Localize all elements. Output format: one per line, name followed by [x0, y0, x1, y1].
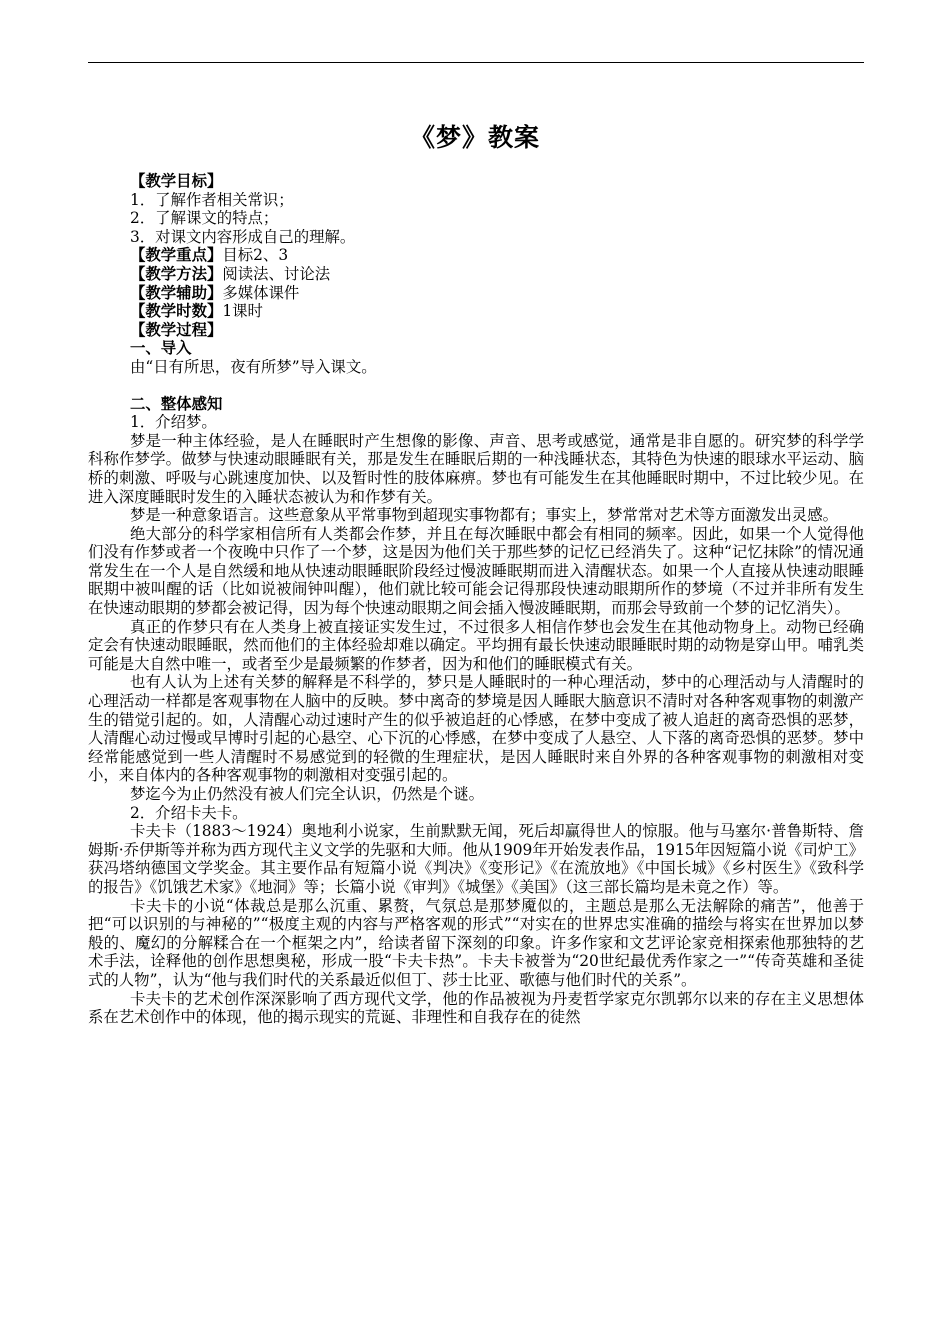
objective-item: 3．对课文内容形成自己的理解。 [130, 227, 356, 246]
section2-sub1: 1．介绍梦。 [130, 413, 217, 432]
dream-paragraph: 真正的作梦只有在人类身上被直接证实发生过，不过很多人相信作梦也会发生在其他动物身上。动物已经确定会有快速动眼睡眠，然而他们的主体经验却难以确定。平均拥有最长快速动眼睡眠时期的动物是穿山甲。哺乳类可能是大自然中唯一，或者至少是最频繁的作梦者，因为和他们的睡眠模式有关。 [88, 617, 864, 673]
aids-value: 多媒体课件 [222, 283, 300, 302]
objective-item: 2．了解课文的特点； [130, 209, 279, 228]
dream-paragraph: 梦是一种主体经验，是人在睡眠时产生想像的影像、声音、思考或感觉，通常是非自愿的。研究梦的科学学科称作梦学。做梦与快速动眼睡眠有关，那是发生在睡眠后期的一种浅睡状态，其特色为快速的眼球水平运动、脑桥的刺激、呼吸与心跳速度加快、以及暂时性的肢体麻痹。梦也有可能发生在其他睡眠时期中，不过比较少见。在进入深度睡眠时发生的入睡状态被认为和作梦有关。 [88, 431, 864, 506]
objective-item: 1．了解作者相关常识； [130, 190, 294, 209]
key-points-value: 目标2、3 [222, 246, 289, 265]
spacer [88, 377, 864, 395]
method-value: 阅读法、讨论法 [222, 264, 331, 283]
objectives-heading: 【教学目标】 [130, 172, 223, 190]
dream-paragraph: 绝大部分的科学家相信所有人类都会作梦，并且在每次睡眠中都会有相同的频率。因此，如果一个人觉得他们没有作梦或者一个夜晚中只作了一个梦，这是因为他们关于那些梦的记忆已经消失了。这种“记忆抹除”的情况通常发生在一个人是自然缓和地从快速动眼睡眠阶段经过慢波睡眠期而进入清醒状态。如果一个人直接从快速动眼睡眠期中被叫醒的话（比如说被闹钟叫醒），他们就比较可能会记得那段快速动眼期所作的梦境（不过并非所有发生在快速动眼期的梦都会被记得，因为每个快速动眼期之间会插入慢波睡眠期，而那会导致前一个梦的记忆消失）。 [88, 524, 864, 618]
method-label: 【教学方法】 [130, 264, 223, 283]
section2-heading: 二、整体感知 [130, 394, 223, 413]
section1-heading: 一、导入 [130, 339, 192, 358]
aids-label: 【教学辅助】 [130, 283, 223, 302]
key-points-row [88, 246, 864, 265]
document-body [88, 172, 864, 1027]
hours-value: 1课时 [222, 302, 263, 321]
hours-row [88, 302, 864, 321]
hours-label: 【教学时数】 [130, 302, 223, 321]
dream-paragraph: 梦是一种意象语言。这些意象从平常事物到超现实事物都有；事实上，梦常常对艺术等方面激发出灵感。 [130, 506, 838, 525]
kafka-paragraph: 卡夫卡（1883～1924）奥地利小说家，生前默默无闻，死后却赢得世人的惊服。他与马塞尔·普鲁斯特、詹姆斯·乔伊斯等并称为西方现代主义文学的先驱和大师。他从1909年开始发表作品，1915年因短篇小说《司炉工》获冯塔纳德国文学奖金。其主要作品有短篇小说《判决》《变形记》《在流放地》《中国长城》《乡村医生》《致科学的报告》《饥饿艺术家》《地洞》等；长篇小说《审判》《城堡》《美国》（这三部长篇均是未竟之作）等。 [88, 822, 864, 896]
key-points-label: 【教学重点】 [130, 246, 223, 265]
kafka-paragraph: 卡夫卡的小说“体裁总是那么沉重、累赘，气氛总是那梦魇似的，主题总是那么无法解除的痛苦”，他善于把“可以识别的与神秘的”“极度主观的内容与严格客观的形式”“对实在的世界忠实准确的描绘与将实在世界加以梦般的、魔幻的分解糅合在一个框架之内”，给读者留下深刻的印象。许多作家和文艺评论家竞相探索他那独特的艺术手法，诠释他的创作思想奥秘，形成一股“卡夫卡热”。卡夫卡被誉为“20世纪最优秀作家之一”“传奇英雄和圣徒式的人物”，认为“他与我们时代的关系最近似但丁、莎士比亚、歌德与他们时代的关系”。 [88, 896, 864, 989]
dream-paragraph: 梦迄今为止仍然没有被人们完全认识，仍然是个谜。 [130, 785, 484, 803]
process-heading: 【教学过程】 [130, 320, 223, 339]
method-row [88, 265, 864, 284]
section1-text: 由“日有所思，夜有所梦”导入课文。 [130, 357, 377, 376]
dream-paragraph: 也有人认为上述有关梦的解释是不科学的，梦只是人睡眠时的一种心理活动，梦中的心理活动与人清醒时的心理活动一样都是客观事物在人脑中的反映。梦中离奇的梦境是因人睡眠大脑意识不清时对各种客观事物的刺激产生的错觉引起的。如，人清醒心动过速时产生的似乎被追赶的心悸感，在梦中变成了被人追赶的离奇恐惧的恶梦，人清醒心动过慢或早博时引起的心悬空、心下沉的心悸感，在梦中变成了人悬空、人下落的离奇恐惧的恶梦。梦中经常能感觉到一些人清醒时不易感觉到的轻微的生理症状，是因人睡眠时来自外界的各种客观事物的刺激相对变小，来自体内的各种客观事物的刺激相对变强引起的。 [88, 673, 864, 785]
header-rule [88, 62, 864, 63]
aids-row [88, 284, 864, 303]
section2-sub2: 2．介绍卡夫卡。 [130, 803, 248, 822]
kafka-paragraph: 卡夫卡的艺术创作深深影响了西方现代文学，他的作品被视为丹麦哲学家克尔凯郭尔以来的存在主义思想体系在艺术创作中的体现，他的揭示现实的荒诞、非理性和自我存在的徒然 [88, 989, 864, 1027]
page-title: 《梦》教案 [409, 123, 540, 152]
